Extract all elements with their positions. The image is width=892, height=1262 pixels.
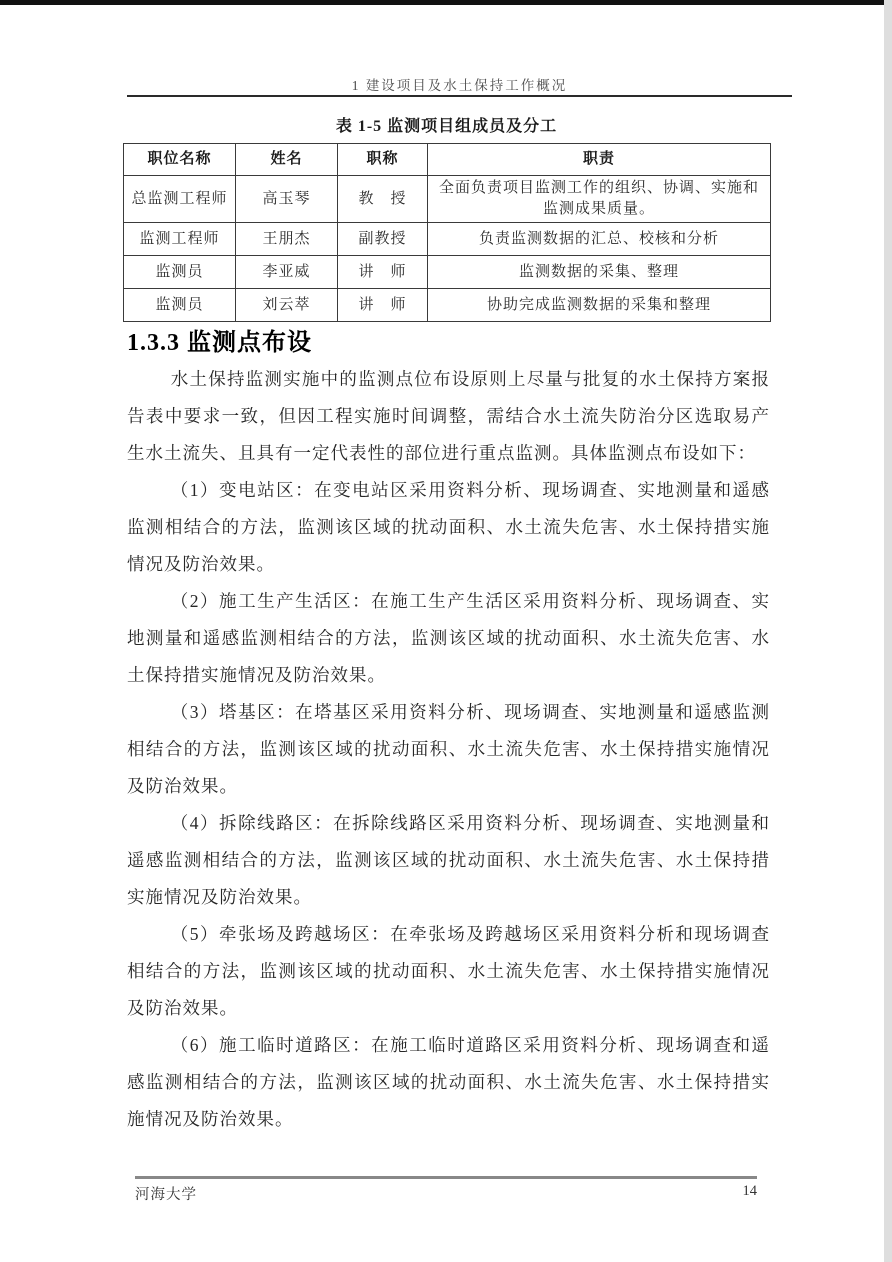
body-paragraph: （1）变电站区：在变电站区采用资料分析、现场调查、实地测量和遥感监测相结合的方法，监测该区域的扰动面积、水土流失危害、水土保持措实施情况及防治效果。 [127, 480, 770, 574]
members-table [123, 143, 771, 322]
header-rule [127, 95, 792, 97]
body-paragraph: 水土保持监测实施中的监测点位布设原则上尽量与批复的水土保持方案报告表中要求一致，但因工程实施时间调整，需结合水土流失防治分区选取易产生水土流失、且具有一定代表性的部位进行重点监测。具体监测点布设如下： [127, 369, 770, 463]
table-cell-title: 讲 师 [338, 256, 428, 289]
table-cell-duty: 负责监测数据的汇总、校核和分析 [428, 223, 771, 256]
table-cell-position: 监测员 [124, 289, 236, 322]
table-cell-position: 总监测工程师 [124, 176, 236, 223]
body-paragraph: （4）拆除线路区：在拆除线路区采用资料分析、现场调查、实地测量和遥感监测相结合的方法，监测该区域的扰动面积、水土流失危害、水土保持措实施情况及防治效果。 [127, 813, 770, 907]
table-header-cell: 职位名称 [124, 144, 236, 176]
table-cell-position: 监测工程师 [124, 223, 236, 256]
table-cell-name: 高玉琴 [236, 176, 338, 223]
footer-rule [135, 1176, 757, 1179]
page-header-title: 1 建设项目及水土保持工作概况 [351, 78, 568, 93]
scan-edge-right [884, 0, 892, 1262]
table-cell-duty: 全面负责项目监测工作的组织、协调、实施和监测成果质量。 [428, 176, 771, 223]
table-row [124, 289, 771, 322]
table-cell-duty: 监测数据的采集、整理 [428, 256, 771, 289]
table-cell-name: 李亚威 [236, 256, 338, 289]
body-paragraph: （6）施工临时道路区：在施工临时道路区采用资料分析、现场调查和遥感监测相结合的方法，监测该区域的扰动面积、水土流失危害、水土保持措实施情况及防治效果。 [127, 1035, 770, 1129]
table-cell-title: 副教授 [338, 223, 428, 256]
table-row [124, 223, 771, 256]
scan-edge-top [0, 0, 884, 5]
footer-institution: 河海大学 [135, 1187, 197, 1203]
table-row [124, 256, 771, 289]
footer-page-number: 14 [742, 1183, 757, 1199]
table-cell-title: 讲 师 [338, 289, 428, 322]
table-cell-duty: 协助完成监测数据的采集和整理 [428, 289, 771, 322]
body-paragraph: （2）施工生产生活区：在施工生产生活区采用资料分析、现场调查、实地测量和遥感监测相结合的方法，监测该区域的扰动面积、水土流失危害、水土保持措实施情况及防治效果。 [127, 591, 770, 685]
body-text-block [127, 361, 770, 1138]
table-header-cell: 职责 [428, 144, 771, 176]
table-cell-position: 监测员 [124, 256, 236, 289]
body-paragraph: （5）牵张场及跨越场区：在牵张场及跨越场区采用资料分析和现场调查相结合的方法，监测该区域的扰动面积、水土流失危害、水土保持措实施情况及防治效果。 [127, 924, 770, 1018]
table-cell-name: 王朋杰 [236, 223, 338, 256]
table-header-cell: 职称 [338, 144, 428, 176]
table-cell-name: 刘云萃 [236, 289, 338, 322]
table-header-row [124, 144, 771, 176]
body-paragraph: （3）塔基区：在塔基区采用资料分析、现场调查、实地测量和遥感监测相结合的方法，监测该区域的扰动面积、水土流失危害、水土保持措实施情况及防治效果。 [127, 702, 770, 796]
table-cell-title: 教 授 [338, 176, 428, 223]
table-row [124, 176, 771, 223]
table-caption: 表 1-5 监测项目组成员及分工 [335, 118, 558, 135]
table-header-cell: 姓名 [236, 144, 338, 176]
section-heading: 1.3.3 监测点布设 [127, 330, 312, 356]
